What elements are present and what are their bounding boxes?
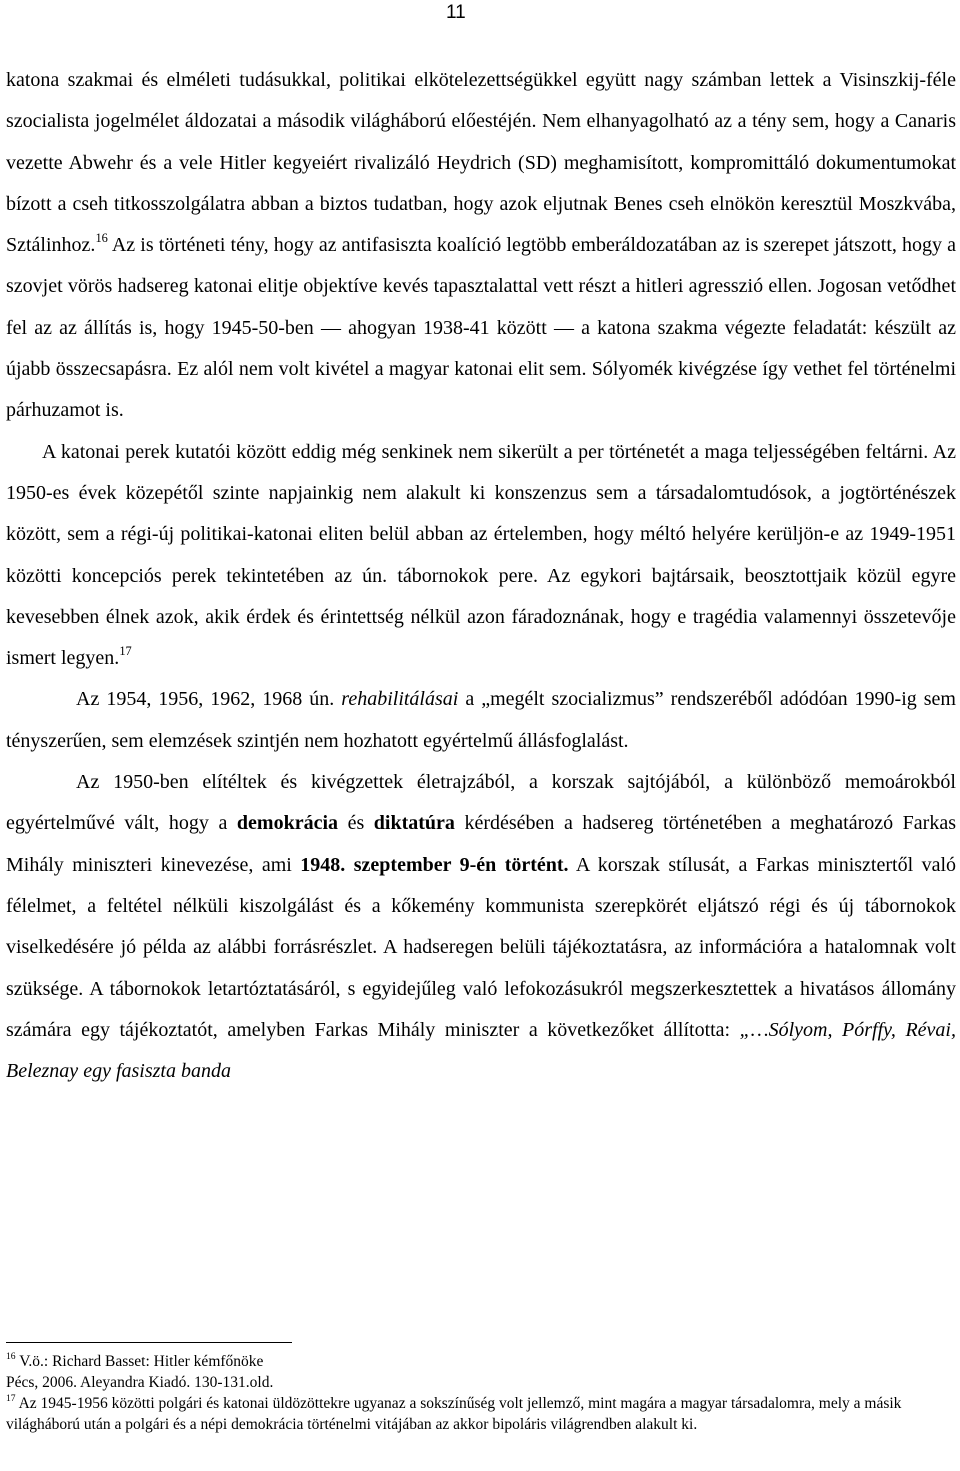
paragraph-1-text-b: Az is történeti tény, hogy az antifasiszta koalíció legtöbb emberáldozatában az is szerepet játszott, hogy a szovjet vörös hadsereg katonai elitje objektíve kevés tapasztalattal vett részt a hitleri agresszió ellen. Jogosan vetődhet fel az az állítás is, hogy 1945-50-ben ― ahogyan 1938-41 között ― a katona szakma végezte feladatát: készült az újabb összecsapásra. Ez alól nem volt kivétel a magyar katonai elit sem. Sólyomék kivégzése így vethet fel történelmi párhuzamot is.: [6, 234, 956, 422]
footnote-17-text: Az 1945-1956 közötti polgári és katonai üldözöttekre ugyanaz a sokszínűség volt jellemző, mint magára a magyar társadalomra, mely a másik világháború után a polgári és a népi demokrácia történelmi vitájában az akkor bipoláris világrendben alakult ki.: [6, 1395, 902, 1433]
paragraph-3: [6, 679, 956, 762]
paragraph-2-text: A katonai perek kutatói között eddig még senkinek nem sikerült a per történetét a maga teljességében feltárni. Az 1950-es évek közepétől szinte napjainkig nem alakult ki konszenzus sem a társadalomtudósok, a jogtörténészek között, sem a régi-új politikai-katonai eliten belül abban az értelemben, hogy méltó helyére kerüljön-e az 1949-1951 közötti koncepciós perek tekintetében az ún. tábornokok pere. Az egykori bajtársaik, beosztottjaik közül egyre kevesebben élnek azok, akik érdek és érintettség nélkül azon fáradoznának, hogy e tragédia valamennyi összetevője ismert legyen.: [6, 440, 956, 670]
paragraph-4-bold-date: 1948. szeptember 9-én történt.: [300, 853, 569, 876]
paragraph-4-text-a: Az 1950-ben elítéltek és kivégzettek életrajzából, a korszak sajtójából, a különböző memoárokból egyértelművé vált, hogy a: [6, 771, 956, 835]
footnote-16: [6, 1351, 956, 1393]
paragraph-2: [6, 432, 956, 680]
paragraph-4-text-d: A korszak stílusát, a Farkas minisztertől való félelmet, a feltétel nélküli kiszolgálást és a kőkemény kommunista szerepkörét eljátszó régi és új tábornokok viselkedésére jó példa az alábbi forrásrészlet. A hadseregen belüli tájékoztatásra, az információra a hatalomnak volt szüksége. A tábornokok letartóztatásáról, s egyidejűleg való lefokozásukról megszerkesztettek a hivatásos állomány számára egy tájékoztatót, amelyben Farkas Mihály miniszter a következőket állította:: [6, 853, 957, 1041]
footnote-ref-17[interactable]: 17: [119, 644, 132, 659]
footnote-ref-16[interactable]: 16: [95, 231, 108, 246]
footnote-17: [6, 1393, 956, 1435]
paragraph-4-bold-dictatorship: diktatúra: [373, 812, 455, 835]
body-text: [6, 60, 956, 1092]
paragraph-4-text-b: és: [338, 812, 374, 835]
footnote-16-line-2: Pécs, 2006. Aleyandra Kiadó. 130-131.old.: [6, 1374, 274, 1391]
footnote-divider: [6, 1342, 292, 1343]
paragraph-4-text-c: kérdésében a hadsereg történetében a meghatározó Farkas Mihály miniszteri kinevezése, ami: [6, 812, 956, 876]
paragraph-1: [6, 60, 956, 432]
footnote-16-line-1: V.ö.: Richard Basset: Hitler kémfőnöke: [15, 1353, 264, 1370]
paragraph-1-text-a: katona szakmai és elméleti tudásukkal, politikai elkötelezettségükkel együtt nagy számban lettek a Visinszkij-féle szocialista jogelmélet áldozatai a második világháború előestéjén. Nem elhanyagolható az a tény sem, hogy a Canaris vezette Abwehr és a vele Hitler kegyeiért rivalizáló Heydrich (SD) meghamisított, kompromittáló dokumentumokat bízott a cseh titkosszolgálatra abban a biztos tudatban, hogy azok eljutnak Benes cseh elnökön keresztül Moszkvába, Sztálinhoz.: [6, 69, 956, 257]
footnotes: [6, 1351, 956, 1435]
paragraph-3-italic: rehabilitálásai: [341, 688, 459, 711]
paragraph-3-text-a: Az 1954, 1956, 1962, 1968 ún.: [76, 688, 342, 711]
paragraph-4-italic-quote: „…Sólyom, Pórffy, Révai, Beleznay egy fasiszta banda: [6, 1018, 956, 1083]
paragraph-4-bold-democracy: demokrácia: [236, 812, 339, 835]
footnote-16-marker: 16: [6, 1350, 16, 1362]
footnote-17-marker: 17: [6, 1392, 16, 1404]
paragraph-4: [6, 762, 956, 1092]
page-number: 11: [446, 2, 466, 23]
paragraph-3-text-b: a „megélt szocializmus” rendszeréből adódóan 1990-ig sem tényszerűen, sem elemzések szintjén nem hozhatott egyértelmű állásfoglalást.: [6, 688, 956, 752]
